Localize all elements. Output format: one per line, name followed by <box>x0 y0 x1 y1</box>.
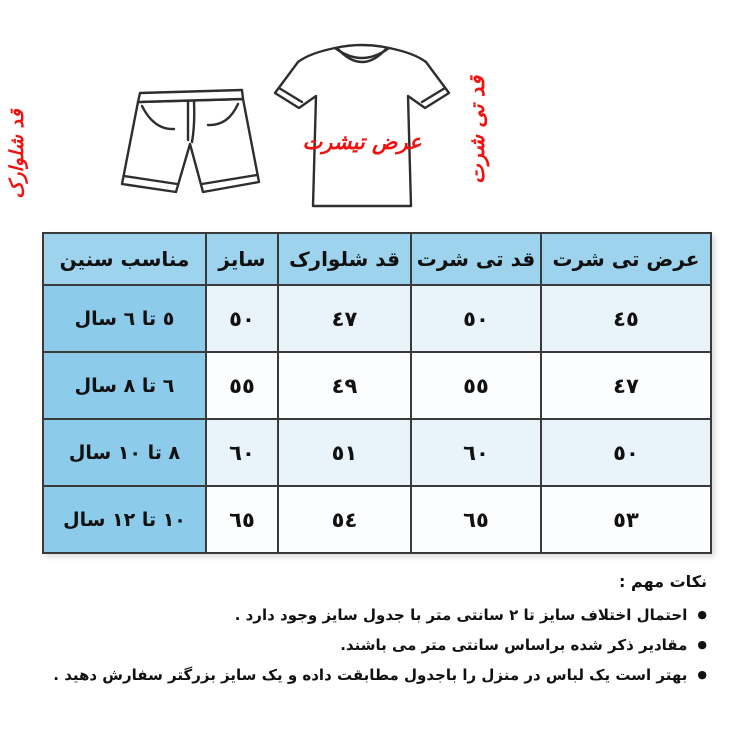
bullet-icon: ● <box>697 608 707 621</box>
tshirt-width-label: عرض تیشرت <box>302 130 422 154</box>
note-text: مقادیر ذکر شده براساس سانتی متر می باشند. <box>340 636 688 654</box>
notes-title: نکات مهم : <box>619 572 707 591</box>
note-text: احتمال اختلاف سایز تا ۲ سانتی متر با جدول سایز وجود دارد . <box>234 606 688 624</box>
col-header-tshirt-length: قد تی شرت <box>411 233 541 285</box>
note-item <box>47 665 707 685</box>
cell-age: ١٠ تا ١٢ سال <box>43 486 206 553</box>
table-row <box>43 352 711 419</box>
notes-section <box>47 572 707 695</box>
cell-tshirt-width: ٤٥ <box>541 285 711 352</box>
cell-shorts-length: ٥١ <box>278 419 411 486</box>
cell-tshirt-length: ٦٥ <box>411 486 541 553</box>
cell-tshirt-length: ٥٥ <box>411 352 541 419</box>
cell-tshirt-length: ٥٠ <box>411 285 541 352</box>
cell-age: ٦ تا ٨ سال <box>43 352 206 419</box>
cell-tshirt-width: ٥٠ <box>541 419 711 486</box>
tshirt-illustration <box>268 38 458 218</box>
cell-size: ٦٠ <box>206 419 278 486</box>
col-header-size: سایز <box>206 233 278 285</box>
cell-tshirt-width: ٤٧ <box>541 352 711 419</box>
cell-size: ٥٠ <box>206 285 278 352</box>
cell-size: ٦٥ <box>206 486 278 553</box>
shorts-illustration <box>112 80 268 216</box>
cell-age: ٨ تا ١٠ سال <box>43 419 206 486</box>
table-header-row <box>43 233 711 285</box>
bullet-icon: ● <box>697 638 707 651</box>
note-item <box>47 605 707 625</box>
col-header-age: مناسب سنین <box>43 233 206 285</box>
cell-shorts-length: ٥٤ <box>278 486 411 553</box>
bullet-icon: ● <box>697 668 707 681</box>
size-table <box>42 232 712 554</box>
cell-tshirt-width: ٥٣ <box>541 486 711 553</box>
table-row <box>43 285 711 352</box>
cell-shorts-length: ٤٩ <box>278 352 411 419</box>
col-header-shorts-length: قد شلوارک <box>278 233 411 285</box>
cell-size: ٥٥ <box>206 352 278 419</box>
cell-tshirt-length: ٦٠ <box>411 419 541 486</box>
note-item <box>47 635 707 655</box>
tshirt-length-label: قد تی شرت <box>465 76 489 184</box>
table-row <box>43 419 711 486</box>
cell-age: ٥ تا ٦ سال <box>43 285 206 352</box>
shorts-length-label: قد شلوارک <box>6 109 28 199</box>
col-header-tshirt-width: عرض تی شرت <box>541 233 711 285</box>
cell-shorts-length: ٤٧ <box>278 285 411 352</box>
note-text: بهتر است یک لباس در منزل را باجدول مطابقت داده و یک سایز بزرگتر سفارش دهید . <box>53 666 688 684</box>
table-row <box>43 486 711 553</box>
